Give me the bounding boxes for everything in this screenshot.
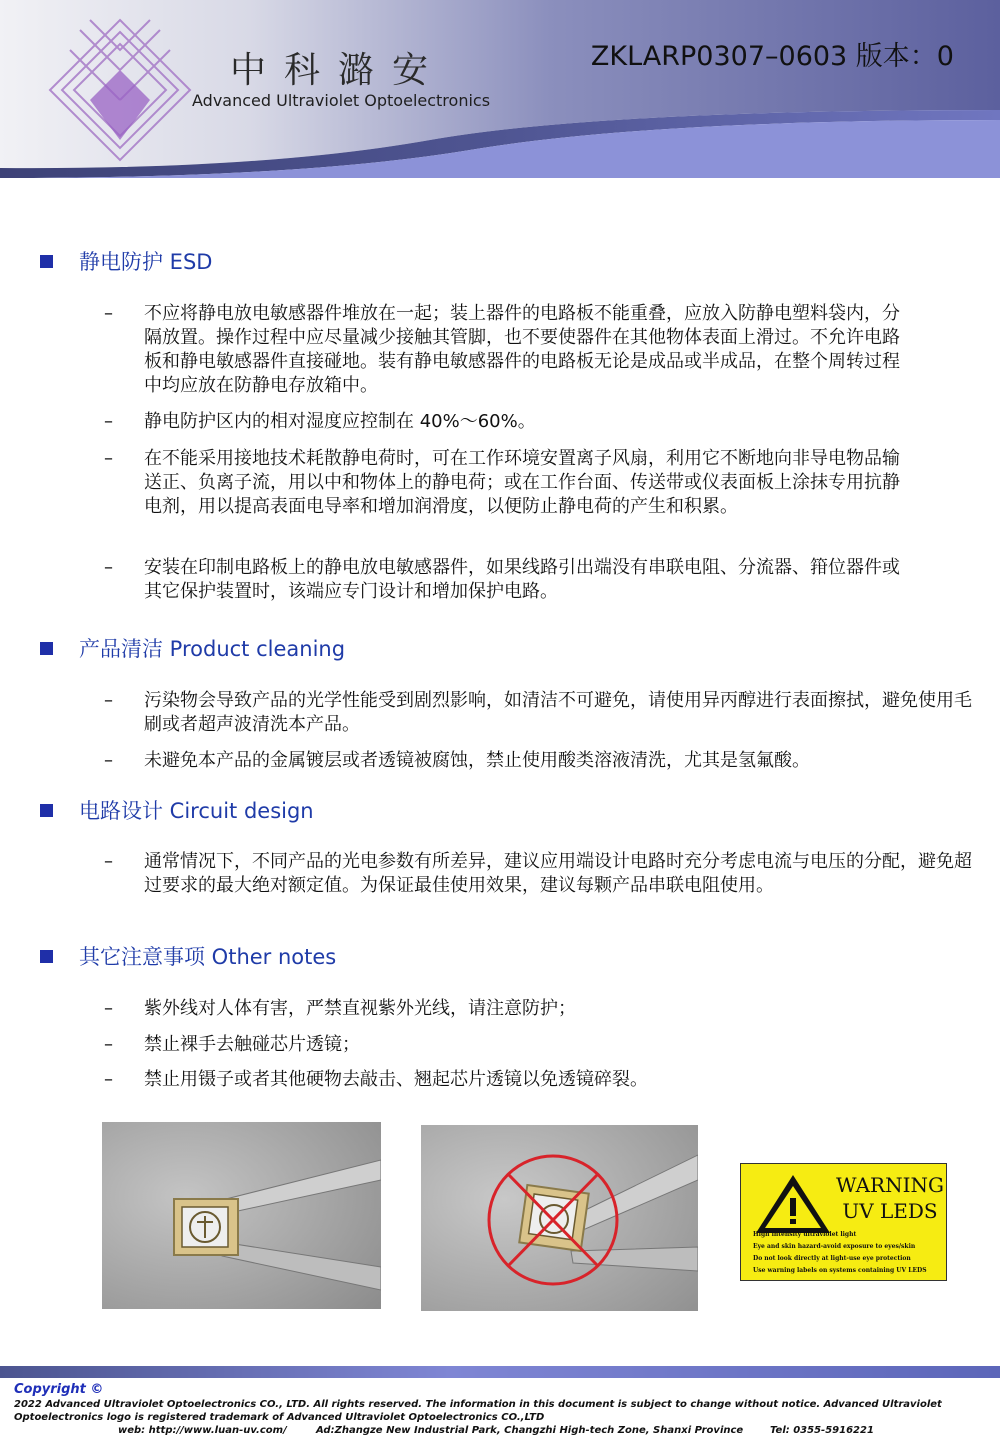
item-text: 污染物会导致产品的光学性能受到剧烈影响，如清洁不可避免，请使用异丙醇进行表面擦拭，避免使用毛刷或者超声波清洗本产品。 (144, 690, 972, 735)
item-text: 不应将静电放电敏感器件堆放在一起；装上器件的电路板不能重叠，应放入防静电塑料袋内，分隔放置。操作过程中应尽量减少接触其管脚，也不要使器件在其他物体表面上滑过。不允许电路板和静电敏感器件直接碰地。装有静电敏感器件的电路板无论是成品或半成品，在整个周转过程中均应放在防静电存放箱中。 (144, 303, 900, 396)
item-text: 禁止裸手去触碰芯片透镜； (144, 1034, 360, 1055)
list-item (104, 749, 984, 773)
item-text: 紫外线对人体有害，严禁直视紫外光线，请注意防护； (144, 998, 576, 1019)
dash-marker: – (104, 851, 113, 872)
item-text: 静电防护区内的相对湿度应控制在 40%～60%。 (144, 411, 536, 432)
company-name-en: Advanced Ultraviolet Optoelectronics (192, 91, 491, 110)
warning-line: Do not look directly at light-use eye protection (753, 1255, 911, 1262)
item-text: 未避免本产品的金属镀层或者透镜被腐蚀，禁止使用酸类溶液清洗，尤其是氢氟酸。 (144, 750, 810, 771)
list-item (104, 850, 984, 898)
warning-title-line2: UV LEDS (842, 1199, 938, 1223)
bullet-square-icon (40, 642, 53, 655)
warning-line: Eye and skin hazard-avoid exposure to eyes/skin (753, 1243, 916, 1250)
section-title: 静电防护 ESD (79, 250, 213, 274)
company-logo (40, 10, 220, 170)
footer-address: Ad:Zhangze New Industrial Park, Changzhi High-tech Zone, Shanxi Province (316, 1425, 744, 1436)
warning-line: High intensity ultraviolet light (753, 1231, 857, 1238)
dash-marker: – (104, 1069, 113, 1090)
footer-bar (0, 1366, 1000, 1378)
photo-correct-tweezer-grip (102, 1122, 381, 1309)
list-item (104, 447, 984, 519)
bullet-square-icon (40, 804, 53, 817)
section-heading-circuit-design (40, 795, 314, 825)
photo-incorrect-tweezer-grip (421, 1125, 698, 1311)
list-item (104, 556, 984, 604)
bullet-square-icon (40, 950, 53, 963)
section-title: 产品清洁 Product cleaning (79, 637, 346, 661)
dash-marker: – (104, 1034, 113, 1055)
section-title: 其它注意事项 Other notes (79, 945, 337, 969)
company-name-cn: 中科潞安 (230, 50, 447, 91)
section-heading-other-notes (40, 941, 336, 971)
document-id: ZKLARP0307–0603 版本：0 (590, 41, 954, 72)
section-title: 电路设计 Circuit design (79, 799, 314, 823)
copyright-text: 2022 Advanced Ultraviolet Optoelectronics CO., LTD. All rights reserved. The information in this document is subject to change without notice. Advanced Ultraviolet Optoelectronics logo is registered trademark of Advanced Ultraviolet Optoelectronics CO.,LTD (14, 1399, 942, 1423)
dash-marker: – (104, 448, 113, 469)
dash-marker: – (104, 303, 113, 324)
warning-title (835, 1172, 945, 1224)
footer-web-link[interactable]: web: http://www.luan-uv.com/ (118, 1425, 287, 1436)
list-item (104, 1068, 984, 1092)
warning-title-line1: WARNING (836, 1173, 944, 1197)
list-item (104, 1033, 984, 1057)
dash-marker: – (104, 690, 113, 711)
list-item (104, 997, 984, 1021)
uv-warning-label (740, 1163, 947, 1281)
list-item (104, 302, 984, 398)
section-heading-esd (40, 246, 212, 276)
warning-triangle-icon (753, 1172, 833, 1236)
page-header (0, 0, 1000, 180)
dash-marker: – (104, 998, 113, 1019)
item-text: 禁止用镊子或者其他硬物去敲击、翘起芯片透镜以免透镜碎裂。 (144, 1069, 648, 1090)
list-item (104, 689, 984, 737)
copyright-heading: Copyright © (14, 1382, 104, 1397)
footer-telephone: Tel: 0355-5916221 (770, 1425, 874, 1436)
dash-marker: – (104, 750, 113, 771)
item-text: 通常情况下，不同产品的光电参数有所差异，建议应用端设计电路时充分考虑电流与电压的分配，避免超过要求的最大绝对额定值。为保证最佳使用效果，建议每颗产品串联电阻使用。 (144, 851, 972, 896)
warning-line: Use warning labels on systems containing UV LEDS (753, 1267, 927, 1274)
dash-marker: – (104, 411, 113, 432)
dash-marker: – (104, 557, 113, 578)
bullet-square-icon (40, 255, 53, 268)
section-heading-product-cleaning (40, 633, 345, 663)
item-text: 在不能采用接地技术耗散静电荷时，可在工作环境安置离子风扇，利用它不断地向非导电物品输送正、负离子流，用以中和物体上的静电荷；或在工作台面、传送带或仪表面板上涂抹专用抗静电剂，用以提高表面电导率和增加润滑度，以便防止静电荷的产生和积累。 (144, 448, 900, 517)
item-text: 安装在印制电路板上的静电放电敏感器件，如果线路引出端没有串联电阻、分流器、箝位器件或其它保护装置时，该端应专门设计和增加保护电路。 (144, 557, 900, 602)
list-item (104, 410, 984, 434)
